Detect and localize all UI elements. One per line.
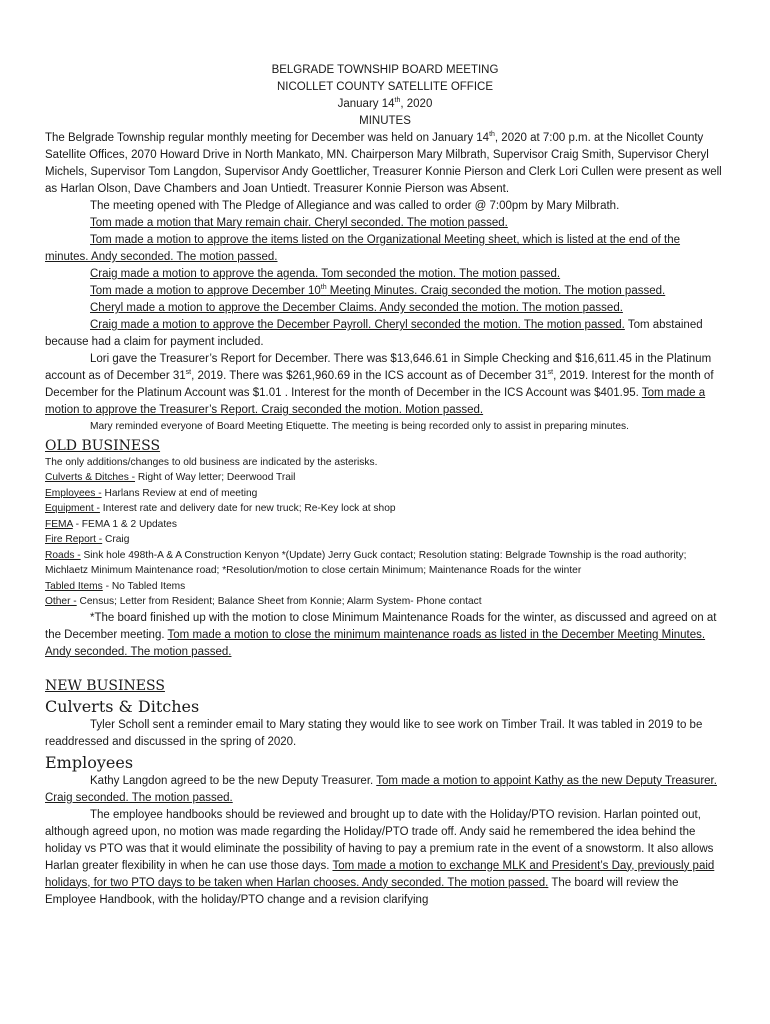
header-title: BELGRADE TOWNSHIP BOARD MEETING bbox=[271, 64, 499, 76]
etiquette-note: Mary reminded everyone of Board Meeting Etiquette. The meeting is being recorded only to assist in preparing minutes. bbox=[90, 421, 629, 432]
list-item: Culverts & Ditches - Right of Way letter; Deerwood Trail bbox=[45, 472, 296, 483]
header-location: NICOLLET COUNTY SATELLITE OFFICE bbox=[277, 81, 493, 93]
document-page bbox=[45, 62, 725, 909]
list-item: Employees - Harlans Review at end of meeting bbox=[45, 487, 258, 499]
motion-org-sheet: Tom made a motion to approve the items listed on the Organizational Meeting sheet, which is listed at the end of the minutes. Andy seconded. The motion passed. bbox=[45, 234, 681, 263]
new-business-heading: NEW BUSINESS bbox=[45, 677, 165, 694]
header-date: January 14th, 2020 bbox=[337, 97, 433, 110]
old-business-note: The only additions/changes to old business are indicated by the asterisks. bbox=[45, 456, 378, 468]
motion-chair: Tom made a motion that Mary remain chair. Cheryl seconded. The motion passed. bbox=[90, 217, 508, 229]
culverts-paragraph: Tyler Scholl sent a reminder email to Mary stating they would like to see work on Timber Trail. It was tabled in 2019 to be readdressed and discussed in the spring of 2020. bbox=[45, 718, 703, 748]
old-business-list bbox=[45, 470, 725, 610]
header-minutes: MINUTES bbox=[359, 115, 411, 127]
employees-heading: Employees bbox=[45, 752, 134, 772]
document-header bbox=[45, 62, 725, 130]
list-item: Tabled Items - No Tabled Items bbox=[45, 580, 186, 592]
old-business-heading: OLD BUSINESS bbox=[45, 437, 161, 454]
list-item: Roads - Sink hole 498th-A & A Construction Kenyon *(Update) Jerry Guck contact; Resolution stating: Belgrade Township is the road authority; Michlaetz Minimum Maintenance road; *Resolution/motion to close certain Minimum; Maintenance Roads for the winter bbox=[45, 549, 687, 576]
list-item: Fire Report - Craig bbox=[45, 534, 130, 545]
intro-paragraph: The Belgrade Township regular monthly meeting for December was held on January 14th, 2020 at 7:00 p.m. at the Nicollet County Satellite Offices, 2070 Howard Drive in North Mankato, MN. Chairperson Mary Milbrath, Supervisor Craig Smith, Supervisor Cheryl Michels, Supervisor Tom Langdon, Supervisor Andy Goettlicher, Treasurer Konnie Pierson and Clerk Lori Cullen were present as well as Harlan Olson, Dave Chambers and Joan Untiedt. Treasurer Konnie Pierson was Absent. bbox=[45, 131, 722, 195]
motion-payroll: Craig made a motion to approve the December Payroll. Cheryl seconded the motion. The motion passed. Tom abstained because had a claim for payment included. bbox=[45, 319, 703, 348]
list-item: Equipment - Interest rate and delivery date for new truck; Re-Key lock at shop bbox=[45, 503, 396, 514]
motion-claims: Cheryl made a motion to approve the December Claims. Andy seconded the motion. The motion passed. bbox=[90, 302, 623, 314]
motion-minutes: Tom made a motion to approve December 10th Meeting Minutes. Craig seconded the motion. The motion passed. bbox=[90, 284, 666, 297]
motion-agenda: Craig made a motion to approve the agenda. Tom seconded the motion. The motion passed. bbox=[90, 268, 561, 280]
treasurer-report: Lori gave the Treasurer’s Report for December. There was $13,646.61 in Simple Checking and $16,611.45 in the Platinum account as of December 31st, 2019. There was $261,960.69 in the ICS account as of December 31st, 2019. Interest for the month of December for the Platinum Account was $1.01 . Interest for the month of December in the ICS Account was $401.95. Tom made a motion to approve the Treasurer’s Report. Craig seconded the motion. Motion passed. bbox=[45, 353, 714, 416]
employees-paragraph-2: The employee handbooks should be reviewed and brought up to date with the Holiday/PTO revision. Harlan pointed out, although agreed upon, no motion was made regarding the Holiday/PTO trade off. Andy said he remembered the idea behind the holiday vs PTO was that it would eliminate the possibility of having to pay a premium rate in the event of a snowstorm. It also allows Harlan greater flexibility in when he can use those days. Tom made a motion to exchange MLK and President’s Day, previously paid holidays, for two PTO days to be taken when Harlan chooses. Andy seconded. The motion passed. The board will review the Employee Handbook, with the holiday/PTO change and a revision clarifying bbox=[45, 808, 715, 906]
old-business-final: *The board finished up with the motion to close Minimum Maintenance Roads for the winter, as discussed and agreed on at the December meeting. Tom made a motion to close the minimum maintenance roads as listed in the December Meeting Minutes. Andy seconded. The motion passed. bbox=[45, 611, 717, 658]
employees-paragraph-1: Kathy Langdon agreed to be the new Deputy Treasurer. Tom made a motion to appoint Kathy as the new Deputy Treasurer. Craig seconded. The motion passed. bbox=[45, 774, 717, 804]
culverts-heading: Culverts & Ditches bbox=[45, 696, 200, 716]
list-item: FEMA - FEMA 1 & 2 Updates bbox=[45, 518, 177, 530]
list-item: Other - Census; Letter from Resident; Balance Sheet from Konnie; Alarm System- Phone contact bbox=[45, 596, 482, 607]
opening-paragraph: The meeting opened with The Pledge of Allegiance and was called to order @ 7:00pm by Mary Milbrath. bbox=[90, 200, 620, 212]
